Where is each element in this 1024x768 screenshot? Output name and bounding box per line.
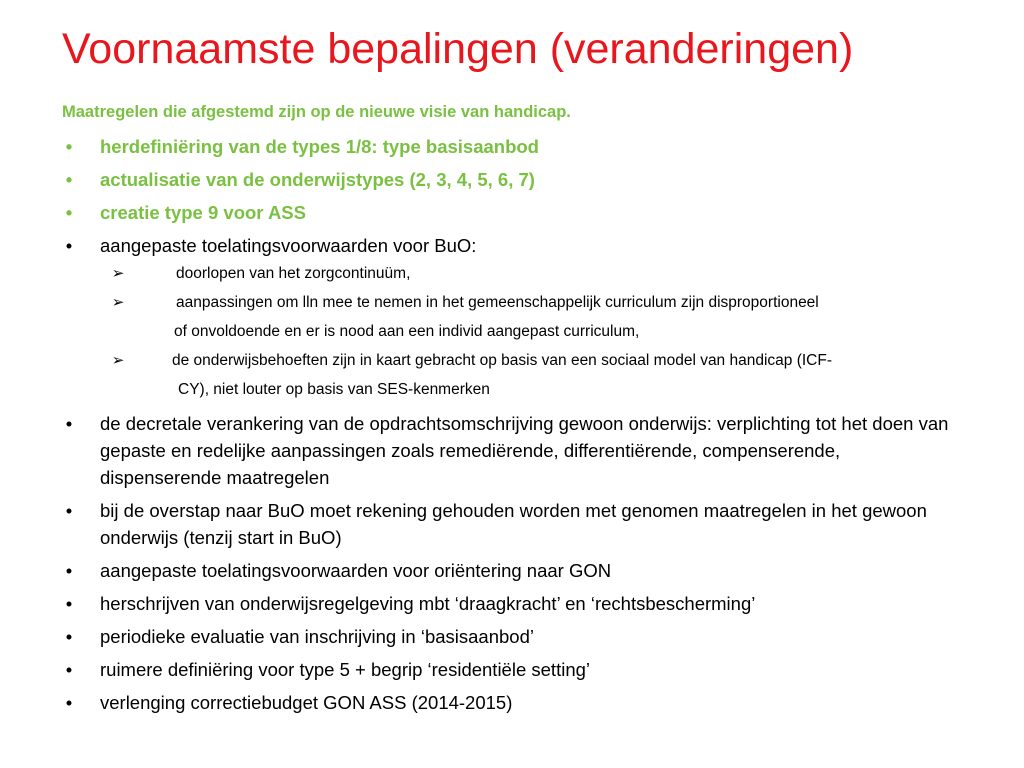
arrow-icon: ➢ xyxy=(111,294,125,311)
bullet-text: ruimere definiëring voor type 5 + begrip ‘residentiële setting’ xyxy=(100,659,591,680)
slide-title: Voornaamste bepalingen (veranderingen) xyxy=(62,25,854,73)
bullet-text: verlenging correctiebudget GON ASS (2014-2015) xyxy=(100,692,513,713)
intro-line: Maatregelen die afgestemd zijn op de nieuwe visie van handicap. xyxy=(62,103,571,121)
main-bullet-5 xyxy=(62,623,962,650)
bullet-text: periodieke evaluatie van inschrijving in ‘basisaanbod’ xyxy=(100,626,534,647)
green-bullet-3 xyxy=(62,199,962,226)
buo-bullet xyxy=(62,232,962,259)
sub-bullet-2 xyxy=(62,288,962,317)
main-bullet-4 xyxy=(62,590,962,617)
main-bullet-3 xyxy=(62,557,962,584)
bullet-text: aangepaste toelatingsvoorwaarden voor oriëntering naar GON xyxy=(100,560,612,581)
main-bullet-1 xyxy=(62,410,962,491)
bullet-dot: • xyxy=(65,560,73,581)
slide-body xyxy=(62,100,962,716)
bullet-text: aangepaste toelatingsvoorwaarden voor BuO: xyxy=(100,235,477,256)
arrow-icon: ➢ xyxy=(111,352,125,369)
bullet-dot: • xyxy=(65,235,73,256)
bullet-text: herschrijven van onderwijsregelgeving mbt ‘draagkracht’ en ‘rechtsbescherming’ xyxy=(100,593,756,614)
main-bullet-6 xyxy=(62,656,962,683)
green-bullet-2 xyxy=(62,166,962,193)
bullet-dot: • xyxy=(65,169,73,190)
sub-bullet-text: doorlopen van het zorgcontinuüm, xyxy=(176,265,411,282)
main-bullet-2 xyxy=(62,497,962,551)
bullet-text: herdefiniëring van de types 1/8: type basisaanbod xyxy=(100,136,539,157)
sub-bullet-1 xyxy=(62,259,962,288)
bullet-dot: • xyxy=(65,500,73,521)
sub-bullet-text: aanpassingen om lln mee te nemen in het gemeenschappelijk curriculum zijn disproportioneel xyxy=(176,294,819,311)
sub-bullet-2-continuation: of onvoldoende en er is nood aan een individ aangepast curriculum, xyxy=(174,323,640,340)
sub-bullet-3 xyxy=(62,346,962,375)
green-bullet-1 xyxy=(62,133,962,160)
bullet-dot: • xyxy=(65,413,73,434)
bullet-dot: • xyxy=(65,692,73,713)
bullet-text: bij de overstap naar BuO moet rekening gehouden worden met genomen maatregelen in het gewoon onderwijs (tenzij start in BuO) xyxy=(100,500,927,548)
sub-bullet-text: de onderwijsbehoeften zijn in kaart gebracht op basis van een sociaal model van handicap (ICF- xyxy=(172,352,832,369)
sub-bullet-3-continuation: CY), niet louter op basis van SES-kenmerken xyxy=(178,381,490,398)
bullet-dot: • xyxy=(65,659,73,680)
bullet-dot: • xyxy=(65,136,73,157)
bullet-dot: • xyxy=(65,593,73,614)
arrow-icon: ➢ xyxy=(111,265,125,282)
bullet-dot: • xyxy=(65,202,73,223)
bullet-text: actualisatie van de onderwijstypes (2, 3, 4, 5, 6, 7) xyxy=(100,169,535,190)
bullet-dot: • xyxy=(65,626,73,647)
bullet-text: creatie type 9 voor ASS xyxy=(100,202,306,223)
bullet-text: de decretale verankering van de opdrachtsomschrijving gewoon onderwijs: verplichting tot het doen van gepaste en redelijke aanpassingen zoals remediërende, differentiërende, compenserende, dispenserende maatregelen xyxy=(100,413,949,488)
main-bullet-7 xyxy=(62,689,962,716)
